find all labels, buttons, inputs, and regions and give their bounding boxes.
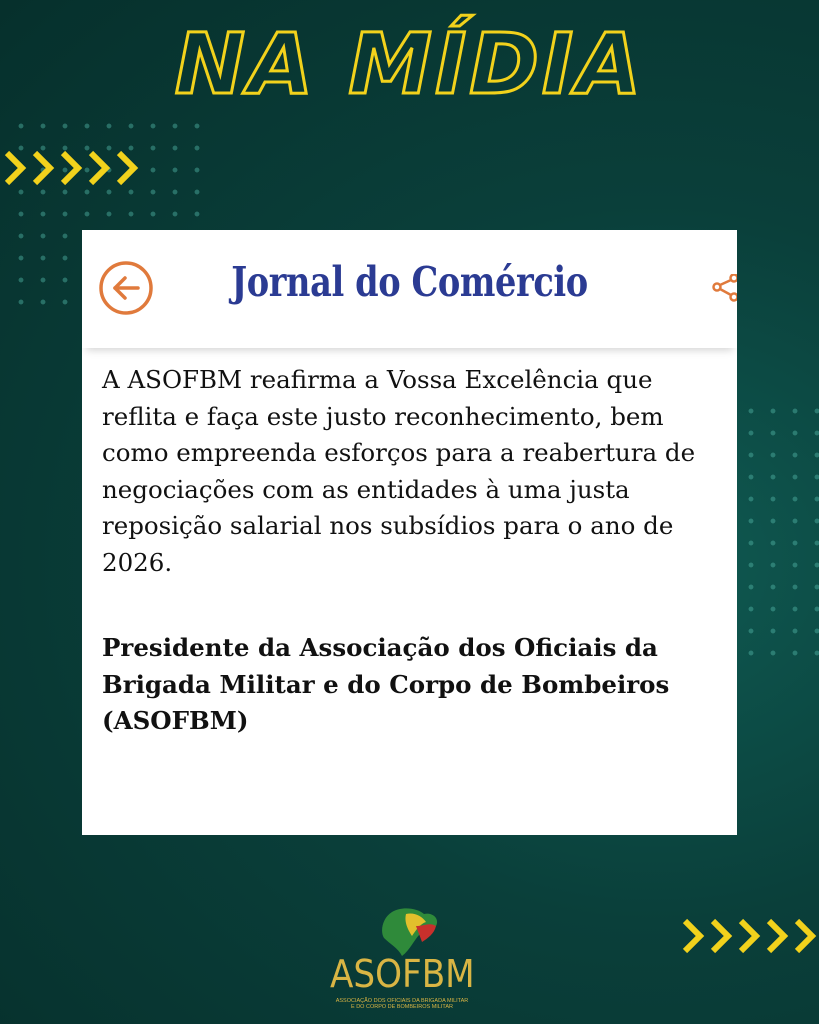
logo-subtitle <box>322 998 482 1010</box>
asofbm-logo <box>322 900 482 1020</box>
share-icon[interactable] <box>712 274 737 304</box>
chevron-right-icon <box>30 148 56 188</box>
chevron-right-icon <box>2 148 28 188</box>
chevron-right-icon <box>86 148 112 188</box>
logo-subtitle-line2: E DO CORPO DE BOMBEIROS MILITAR <box>351 1004 453 1010</box>
article-body-text: A ASOFBM reafirma a Vossa Excelência que reflita e faça este justo reconhecimento, bem como empreenda esforços para a reabertura de negociações com as entidades à uma justa reposição salarial nos subsídios para o ano de 2026. <box>102 365 696 577</box>
article-card <box>82 230 737 835</box>
logo-wordmark: ASOFBM <box>330 952 475 996</box>
chevrons-bottom-right <box>680 916 818 956</box>
chevron-right-icon <box>680 916 706 956</box>
chevron-right-icon <box>708 916 734 956</box>
journal-name: Jornal do Comércio <box>231 258 588 306</box>
chevrons-top-left <box>2 148 140 188</box>
chevron-right-icon <box>114 148 140 188</box>
article-signature: Presidente da Associação dos Oficiais da Brigada Militar e do Corpo de Bombeiros (ASOFBM) <box>102 633 670 735</box>
chevron-right-icon <box>764 916 790 956</box>
chevron-right-icon <box>58 148 84 188</box>
page-title: NA MÍDIA <box>174 15 645 113</box>
chevron-right-icon <box>736 916 762 956</box>
chevron-right-icon <box>792 916 818 956</box>
dot-pattern-right <box>740 400 819 660</box>
article-header <box>82 230 737 348</box>
logo-subtitle-line1: ASSOCIAÇÃO DOS OFICIAIS DA BRIGADA MILITAR <box>335 998 469 1004</box>
